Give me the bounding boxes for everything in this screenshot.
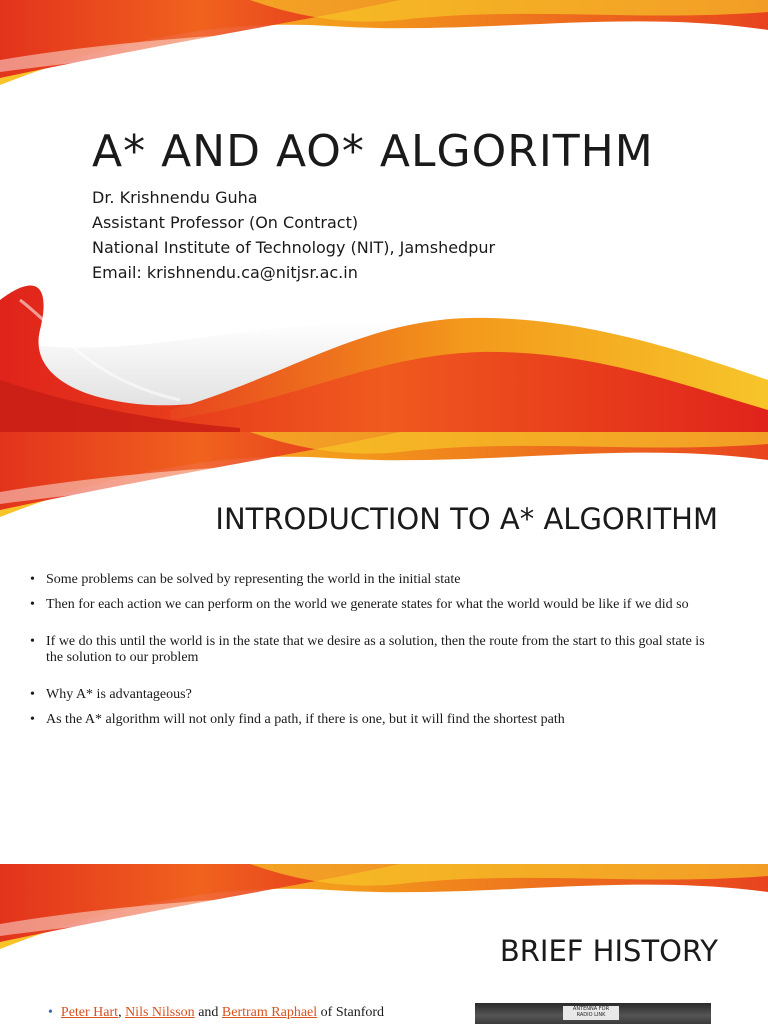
author-name: Dr. Krishnendu Guha bbox=[92, 188, 258, 207]
separator: and bbox=[194, 1005, 222, 1020]
link-nils-nilsson[interactable]: Nils Nilsson bbox=[125, 1005, 195, 1020]
separator: , bbox=[118, 1005, 126, 1020]
photo-sign-line1: ANTENNA FOR bbox=[572, 1006, 610, 1012]
slide-introduction bbox=[0, 432, 768, 864]
photo-sign-line2: RADIO LINK bbox=[576, 1012, 606, 1018]
history-suffix: of Stanford bbox=[317, 1005, 385, 1020]
section-title: INTRODUCTION TO A* ALGORITHM bbox=[215, 502, 718, 536]
bullet-dot-icon: • bbox=[48, 1005, 53, 1020]
author-position: Assistant Professor (On Contract) bbox=[92, 213, 359, 232]
link-peter-hart[interactable]: Peter Hart bbox=[60, 1005, 119, 1020]
intro-bullet-list bbox=[30, 572, 720, 737]
page-title: A* AND AO* ALGORITHM bbox=[92, 126, 654, 177]
list-item: • As the A* algorithm will not only find a path, if there is one, but it will find the shortest path bbox=[30, 712, 720, 728]
list-item: • Why A* is advantageous? bbox=[30, 687, 720, 703]
author-email: Email: krishnendu.ca@nitjsr.ac.in bbox=[92, 263, 358, 282]
link-bertram-raphael[interactable]: Bertram Raphael bbox=[221, 1005, 318, 1020]
photo-sign bbox=[563, 1006, 619, 1020]
list-item: • Some problems can be solved by representing the world in the initial state bbox=[30, 572, 720, 588]
slide-history bbox=[0, 864, 768, 1024]
author-info bbox=[92, 185, 495, 285]
list-item: • Then for each action we can perform on the world we generate states for what the world would be like if we did so bbox=[30, 597, 720, 613]
history-photo bbox=[475, 1003, 711, 1024]
history-bullet bbox=[48, 1005, 384, 1021]
author-institute: National Institute of Technology (NIT), Jamshedpur bbox=[92, 238, 496, 257]
list-item: • If we do this until the world is in the state that we desire as a solution, then the route from the start to this goal state is the solution to our problem bbox=[30, 634, 720, 666]
section-title: BRIEF HISTORY bbox=[499, 934, 718, 968]
slide-title bbox=[0, 0, 768, 432]
